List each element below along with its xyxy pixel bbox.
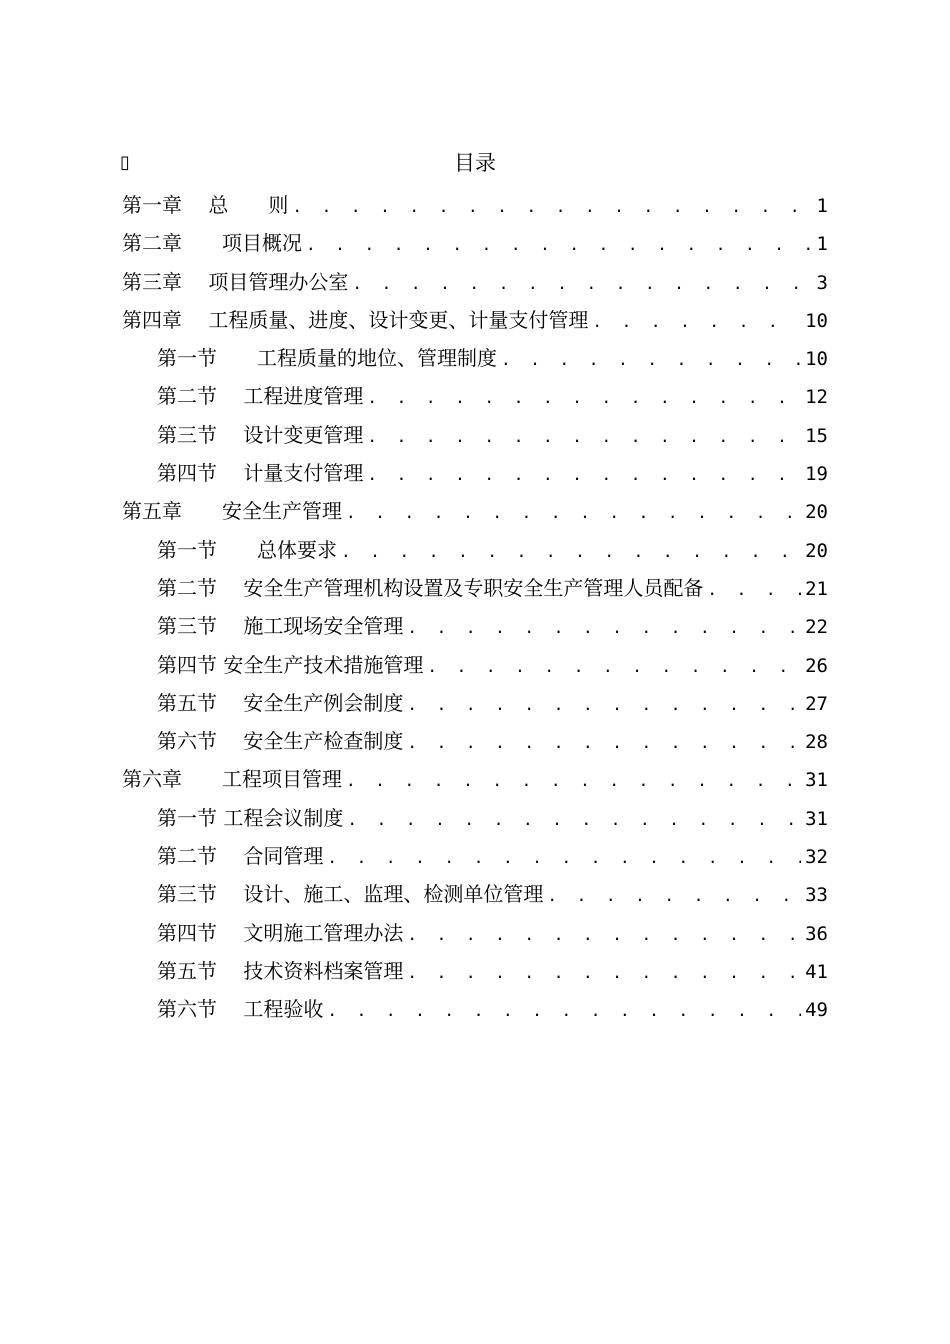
toc-page-number: 26	[805, 654, 828, 677]
toc-dot-leader	[346, 494, 801, 532]
toc-section-entry[interactable]	[122, 990, 828, 1028]
toc-chapter-entry[interactable]	[122, 186, 828, 224]
toc-entry-label: 第二节 工程进度管理	[157, 384, 364, 409]
toc-page-number: 1	[816, 195, 828, 217]
toc-dot-leader	[292, 188, 812, 226]
toc-page-number: 22	[805, 616, 828, 639]
missing-glyph-marker: ▯	[120, 152, 130, 173]
toc-entry-label: 第三节 设计、施工、监理、检测单位管理	[157, 882, 544, 907]
toc-section-entry[interactable]	[122, 531, 828, 569]
toc-dot-leader	[341, 533, 801, 571]
toc-page-number: 10	[805, 348, 828, 371]
toc-dot-leader	[327, 992, 801, 1030]
toc-page-number: 1	[816, 233, 828, 256]
toc-entry-label: 第四节 计量支付管理	[157, 461, 364, 486]
toc-section-entry[interactable]	[122, 646, 828, 684]
toc-page-number: 12	[805, 386, 828, 409]
toc-chapter-entry[interactable]	[122, 301, 828, 339]
toc-dot-leader	[346, 762, 801, 800]
toc-section-entry[interactable]	[122, 914, 828, 952]
toc-entry-label: 第二章 项目概况	[122, 231, 302, 256]
toc-section-entry[interactable]	[122, 569, 828, 607]
toc-dot-leader	[327, 839, 801, 877]
toc-section-entry[interactable]	[122, 799, 828, 837]
toc-title: 目录	[454, 151, 496, 175]
toc-dot-leader	[367, 379, 801, 417]
toc-dot-leader	[547, 877, 801, 915]
toc-dot-leader	[407, 609, 801, 647]
toc-section-entry[interactable]	[122, 454, 828, 492]
toc-page-number: 21	[805, 577, 828, 600]
toc-entry-label: 第二节 安全生产管理机构设置及专职安全生产管理人员配备	[157, 575, 704, 600]
toc-page-number: 31	[805, 769, 828, 792]
toc-page-number: 28	[805, 731, 828, 754]
toc-page-number: 31	[805, 807, 828, 830]
toc-dot-leader	[592, 303, 801, 341]
toc-entry-label: 第二节 合同管理	[157, 844, 324, 869]
toc-page-number: 27	[805, 692, 828, 715]
toc-entry-label: 第三节 设计变更管理	[157, 422, 364, 447]
toc-section-entry[interactable]	[122, 377, 828, 415]
toc-entry-label: 第四节 文明施工管理办法	[157, 920, 404, 945]
table-of-contents	[122, 186, 828, 1029]
toc-page-number: 19	[805, 463, 828, 486]
toc-entry-label: 第五节 技术资料档案管理	[157, 958, 404, 983]
toc-entry-label: 第一节 工程质量的地位、管理制度	[157, 346, 497, 371]
toc-chapter-entry[interactable]	[122, 263, 828, 301]
toc-entry-label: 第四章 工程质量、进度、设计变更、计量支付管理	[122, 307, 589, 332]
toc-page-number: 20	[805, 539, 828, 562]
toc-page-number: 10	[805, 309, 828, 332]
toc-entry-label: 第六节 工程验收	[157, 997, 324, 1022]
toc-dot-leader	[306, 226, 813, 264]
toc-dot-leader	[367, 456, 801, 494]
toc-entry-label: 第五节 安全生产例会制度	[157, 690, 404, 715]
toc-dot-leader	[407, 724, 801, 762]
toc-section-entry[interactable]	[122, 875, 828, 913]
toc-page-number: 32	[805, 846, 828, 869]
toc-dot-leader	[347, 801, 801, 839]
toc-page-number: 3	[816, 271, 828, 294]
toc-entry-label: 第六章 工程项目管理	[122, 767, 342, 792]
toc-entry-label: 第四节 安全生产技术措施管理	[157, 652, 424, 677]
toc-dot-leader	[352, 265, 812, 303]
toc-page-number: 41	[805, 960, 828, 983]
toc-dot-leader	[407, 686, 801, 724]
toc-dot-leader	[501, 341, 801, 379]
toc-entry-label: 第一章 总 则	[122, 193, 289, 217]
toc-entry-label: 第一节 总体要求	[157, 537, 337, 562]
toc-section-entry[interactable]	[122, 952, 828, 990]
toc-entry-label: 第一节 工程会议制度	[157, 805, 344, 830]
toc-dot-leader	[407, 916, 801, 954]
toc-entry-label: 第三节 施工现场安全管理	[157, 614, 404, 639]
toc-section-entry[interactable]	[122, 339, 828, 377]
toc-chapter-entry[interactable]	[122, 492, 828, 530]
toc-section-entry[interactable]	[122, 837, 828, 875]
toc-page-number: 49	[805, 999, 828, 1022]
toc-dot-leader	[367, 418, 801, 456]
toc-dot-leader	[407, 954, 801, 992]
toc-page-number: 15	[805, 424, 828, 447]
toc-chapter-entry[interactable]	[122, 760, 828, 798]
toc-section-entry[interactable]	[122, 722, 828, 760]
toc-section-entry[interactable]	[122, 607, 828, 645]
toc-page-number: 20	[805, 501, 828, 524]
toc-page-number: 33	[805, 884, 828, 907]
toc-chapter-entry[interactable]	[122, 224, 828, 262]
toc-section-entry[interactable]	[122, 684, 828, 722]
toc-entry-label: 第三章 项目管理办公室	[122, 269, 349, 294]
toc-dot-leader	[707, 571, 801, 609]
toc-entry-label: 第五章 安全生产管理	[122, 499, 342, 524]
toc-section-entry[interactable]	[122, 416, 828, 454]
toc-dot-leader	[427, 648, 801, 686]
toc-entry-label: 第六节 安全生产检查制度	[157, 729, 404, 754]
toc-page-number: 36	[805, 922, 828, 945]
